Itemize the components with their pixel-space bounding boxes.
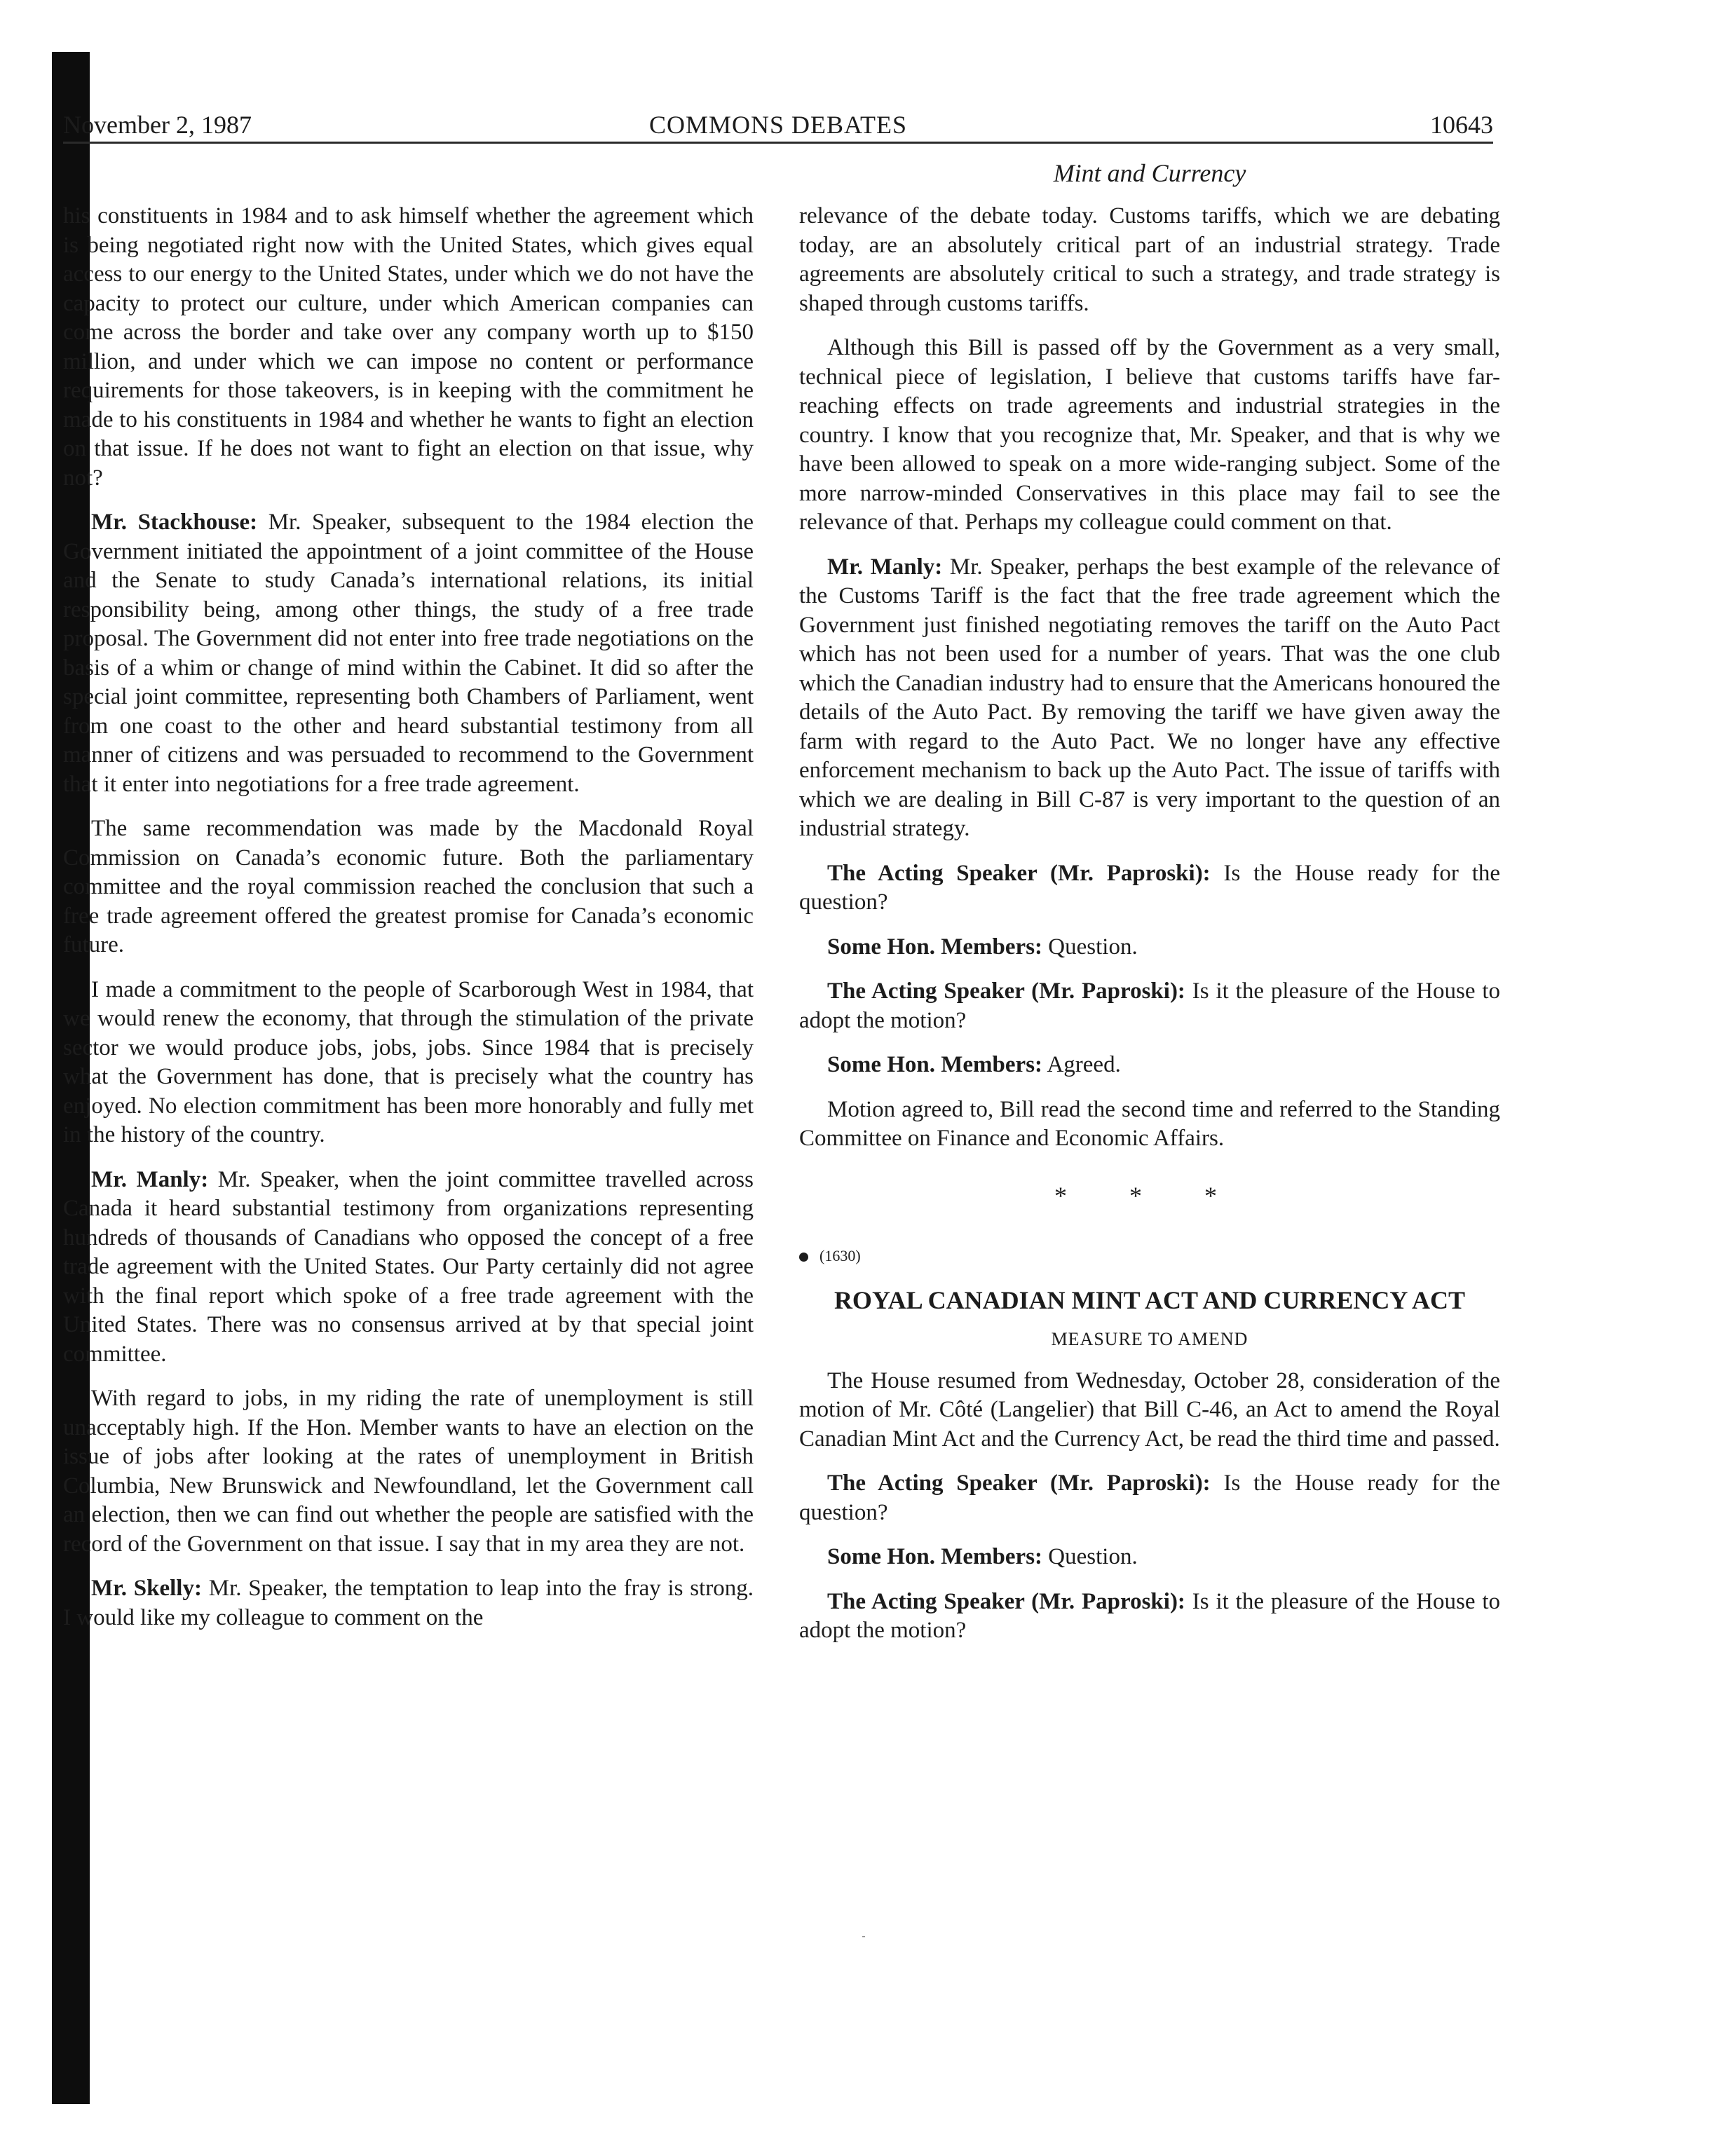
paragraph-text: Is the House ready for the question? (799, 1471, 1501, 1525)
speaker-name: Some Hon. Members: (827, 1544, 1043, 1569)
paragraph-text: Motion agreed to, Bill read the second time and referred to the Standing Committee on Finance and Economic Affairs. (799, 1096, 1500, 1151)
left-column (63, 202, 754, 1648)
paragraph-text: Although this Bill is passed off by the Government as a very small, technical piece of legislation, I believe that customs tariffs have far-reaching effects on trade agreements and industrial strategies in the country. I know that you recognize that, Mr. Speaker, and that is why we have been allowed to speak on a more wide-ranging subject. Some of the more narrow-minded Conservatives in this place may fail to see the relevance of that. Perhaps my colleague could comment on that. (799, 335, 1500, 535)
paragraph (799, 1051, 1500, 1080)
section-separator: * * * (1054, 1181, 1245, 1210)
paragraph (799, 1588, 1500, 1646)
speaker-name: Mr. Manly: (827, 554, 943, 580)
paragraph (799, 334, 1500, 538)
bill-subheading: MEASURE TO AMEND (1051, 1329, 1248, 1349)
section-title: Mint and Currency (1053, 159, 1246, 187)
paragraph (799, 553, 1500, 844)
time-marker-text: (1630) (819, 1247, 861, 1264)
paragraph-text: Mr. Speaker, perhaps the best example of the relevance of the Customs Tariff is the fact that the free trade agreement which the Government just finished negotiating removes the tariff on the Auto Pact which has not been used for a number of years. That was the one club which the Canadian industry had to ensure that the Americans honoured the details of the Auto Pact. By removing the tariff we have given away the farm with regard to the Auto Pact. We no longer have any effective enforcement mechanism to back up the Auto Pact. The issue of tariffs with which we are dealing in Bill C-87 is very important to the question of an industrial strategy. (799, 554, 1500, 841)
paragraph (799, 859, 1500, 917)
paragraph-text: Mr. Speaker, when the joint committee travelled across Canada it heard substantial testimony from organizations representing hundreds of thousands of Canadians who opposed the concept of a free trade agreement with the United States. Our Party certainly did not agree with the final report which spoke of a free trade agreement with the United States. There was no consensus arrived at by that special joint committee. (63, 1166, 754, 1367)
paragraph-text: relevance of the debate today. Customs tariffs, which we are debating today, are an absolutely critical part of an industrial strategy. Trade agreements are absolutely critical to such a strategy, and trade strategy is shaped through customs tariffs. (799, 203, 1500, 316)
paragraph-text: Mr. Speaker, subsequent to the 1984 election the Government initiated the appointment of a joint committee of the House and the Senate to study Canada’s international relations, its initial responsibility being, among other things, the study of a free trade proposal. The Government did not enter into free trade negotiations on the basis of a whim or change of mind within the Cabinet. It did so after the special joint committee, representing both Chambers of Parliament, went from one coast to the other and heard substantial testimony from all manner of citizens and was persuaded to recommend to the Government that it enter into negotiations for a free trade agreement. (63, 510, 754, 797)
right-column (799, 202, 1500, 1661)
paragraph-text: Is the House ready for the question? (799, 860, 1501, 915)
bill-title: ROYAL CANADIAN MINT ACT AND CURRENCY ACT (834, 1285, 1466, 1314)
paragraph (63, 1574, 754, 1632)
scan-speck (862, 1936, 865, 1937)
paragraph-text: With regard to jobs, in my riding the rate of unemployment is still unacceptably high. If the Hon. Member wants to have an election on the issue of jobs after looking at the rates of unemployment in British Columbia, New Brunswick and Newfoundland, let the Government call an election, then we can find out whether the people are satisfied with the record of the Government on that issue. I say that in my area they are not. (63, 1386, 754, 1557)
paragraph (63, 1384, 754, 1559)
paragraph (63, 814, 754, 960)
paragraph (799, 1469, 1500, 1527)
speaker-name: Mr. Stackhouse: (91, 510, 258, 535)
paragraph (63, 976, 754, 1150)
speaker-name: Some Hon. Members: (827, 1052, 1043, 1077)
speaker-name: Some Hon. Members: (827, 934, 1043, 960)
paragraph-text: his constituents in 1984 and to ask himself whether the agreement which is being negotiated right now with the United States, which gives equal access to our energy to the United States, under which we do not have the capacity to protect our culture, under which American companies can come across the border and take over any company worth up to $150 million, and under which we can impose no content or performance requirements for those takeovers, is in keeping with the commitment he made to his constituents in 1984 and whether he wants to fight an election on that issue. If he does not want to fight an election on that issue, why not? (63, 203, 754, 491)
paragraph-text: Question. (1048, 1544, 1138, 1569)
paragraph (799, 1096, 1500, 1154)
paragraph (63, 1166, 754, 1370)
speaker-name: The Acting Speaker (Mr. Paproski): (827, 978, 1185, 1004)
paragraph (63, 508, 754, 799)
header-date: November 2, 1987 (63, 111, 252, 139)
paragraph-text: The House resumed from Wednesday, October 28, consideration of the motion of Mr. Côté (Langelier) that Bill C-46, an Act to amend the Royal Canadian Mint Act and the Currency Act, be read the third time and passed. (799, 1367, 1500, 1452)
paragraph-text: Agreed. (1047, 1052, 1121, 1077)
time-marker (799, 1241, 1500, 1271)
paragraph (799, 977, 1500, 1035)
paragraph (799, 1543, 1500, 1572)
paragraph-text: I made a commitment to the people of Scarborough West in 1984, that we would renew the economy, that through the stimulation of the private sector we would produce jobs, jobs, jobs. Since 1984 that is precisely what the Government has done, that is precisely what the country has enjoyed. No election commitment has been more honorably and fully met in the history of the country. (63, 976, 754, 1147)
paragraph-text: Mr. Speaker, the temptation to leap into the fray is strong. I would like my colleague to comment on the (63, 1576, 754, 1630)
speaker-name: The Acting Speaker (Mr. Paproski): (827, 1588, 1185, 1614)
header-publication-title: COMMONS DEBATES (648, 111, 908, 139)
speaker-name: The Acting Speaker (Mr. Paproski): (827, 860, 1211, 886)
paragraph (799, 1367, 1500, 1454)
speaker-name: The Acting Speaker (Mr. Paproski): (827, 1471, 1211, 1496)
paragraph-text: The same recommendation was made by the Macdonald Royal Commission on Canada’s economic future. Both the parliamentary committee and the royal commission reached the conclusion that such a free trade agreement offered the greatest promise for Canada’s economic future. (63, 816, 754, 957)
paragraph-text: Is it the pleasure of the House to adopt the motion? (799, 978, 1500, 1033)
speaker-name: Mr. Skelly: (91, 1576, 202, 1601)
speaker-name: Mr. Manly: (91, 1166, 209, 1192)
paragraph (63, 202, 754, 493)
running-header (63, 109, 1493, 144)
paragraph (799, 202, 1500, 318)
paragraph-text: Is it the pleasure of the House to adopt the motion? (799, 1588, 1500, 1643)
paragraph-text: Question. (1048, 934, 1138, 960)
bullet-icon (799, 1253, 808, 1262)
header-page-number: 10643 (1430, 111, 1493, 139)
paragraph (799, 933, 1500, 962)
